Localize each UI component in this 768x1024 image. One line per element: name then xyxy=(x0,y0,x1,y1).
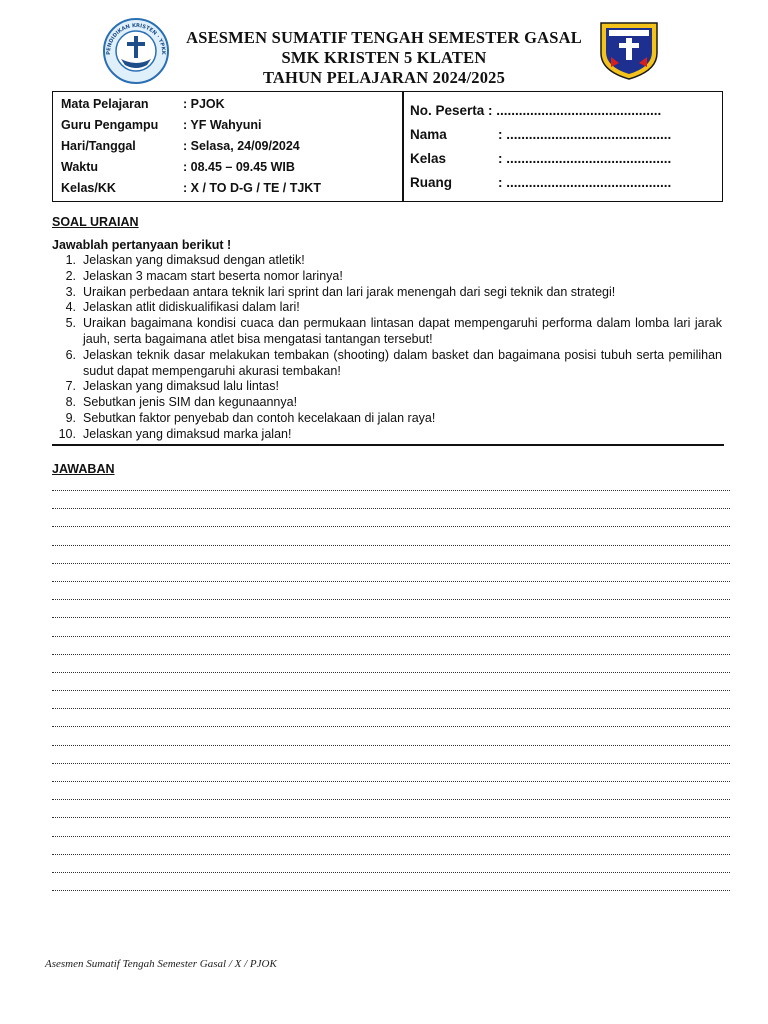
document-header xyxy=(0,28,768,88)
answer-line[interactable] xyxy=(52,836,730,854)
question-item xyxy=(52,348,722,380)
question-text: Jelaskan 3 macam start beserta nomor larinya! xyxy=(83,268,343,283)
question-number: 10. xyxy=(58,426,76,441)
question-item xyxy=(52,395,722,411)
answer-line[interactable] xyxy=(52,599,730,617)
participant-number: No. Peserta : ............................................ xyxy=(410,103,662,118)
answer-line[interactable] xyxy=(52,654,730,672)
question-text: Uraikan bagaimana kondisi cuaca dan permukaan lintasan dapat mempengaruhi performa dalam lomba lari jarak jauh, serta bagaimana atlet bisa mengatasi tantangan tersebut! xyxy=(83,316,722,346)
answer-line[interactable] xyxy=(52,490,730,508)
section-divider xyxy=(52,444,724,446)
question-number: 6. xyxy=(65,347,76,362)
essay-section-title: SOAL URAIAN xyxy=(52,215,139,229)
question-item xyxy=(52,285,722,301)
answer-line[interactable] xyxy=(52,563,730,581)
question-item xyxy=(52,253,722,269)
class-label: Kelas xyxy=(410,151,447,166)
info-value: : X / TO D-G / TE / TJKT xyxy=(183,181,321,195)
exam-info-box xyxy=(52,91,723,202)
answer-line[interactable] xyxy=(52,545,730,563)
info-label: Kelas/KK xyxy=(61,181,116,195)
room-blank: : ............................................ xyxy=(498,175,672,190)
question-text: Jelaskan yang dimaksud marka jalan! xyxy=(83,426,292,441)
question-text: Jelaskan yang dimaksud dengan atletik! xyxy=(83,253,305,267)
question-text: Jelaskan yang dimaksud lalu lintas! xyxy=(83,379,279,394)
question-number: 7. xyxy=(65,379,76,394)
info-value: : Selasa, 24/09/2024 xyxy=(183,139,300,153)
page-footer: Asesmen Sumatif Tengah Semester Gasal / X / PJOK xyxy=(45,958,277,970)
answer-line[interactable] xyxy=(52,526,730,544)
info-value: : YF Wahyuni xyxy=(183,118,262,132)
answer-line[interactable] xyxy=(52,817,730,835)
info-value: : PJOK xyxy=(183,97,225,111)
answer-line[interactable] xyxy=(52,745,730,763)
info-divider xyxy=(402,92,404,201)
answer-line[interactable] xyxy=(52,617,730,635)
question-item xyxy=(52,379,722,395)
info-value: : 08.45 – 09.45 WIB xyxy=(183,160,295,174)
seal-text: PENDIDIKAN KRISTEN · YPKK xyxy=(105,22,167,55)
answer-line[interactable] xyxy=(52,726,730,744)
info-label: Waktu xyxy=(61,160,99,174)
answer-line[interactable] xyxy=(52,508,730,526)
question-number: 9. xyxy=(65,410,76,425)
answer-line[interactable] xyxy=(52,672,730,690)
answer-line[interactable] xyxy=(52,690,730,708)
exam-title: ASESMEN SUMATIF TENGAH SEMESTER GASAL xyxy=(186,28,582,47)
info-label: Mata Pelajaran xyxy=(61,97,149,111)
answer-line[interactable] xyxy=(52,581,730,599)
question-item xyxy=(52,300,722,316)
answer-line[interactable] xyxy=(52,854,730,872)
answer-lines[interactable] xyxy=(52,490,730,908)
question-number: 2. xyxy=(65,268,76,283)
school-name: SMK KRISTEN 5 KLATEN xyxy=(281,48,487,67)
question-number: 1. xyxy=(65,253,76,267)
question-item xyxy=(52,316,722,348)
answer-line[interactable] xyxy=(52,872,730,890)
name-blank: : ............................................ xyxy=(498,127,672,142)
question-number: 4. xyxy=(65,300,76,315)
answer-line[interactable] xyxy=(52,708,730,726)
question-text: Jelaskan teknik dasar melakukan tembakan (shooting) dalam basket dan bagaimana posisi tubuh serta pemilihan sudut dapat mempengaruhi akurasi tembakan! xyxy=(83,347,722,378)
question-number: 3. xyxy=(65,284,76,299)
answer-line[interactable] xyxy=(52,781,730,799)
question-text: Uraikan perbedaan antara teknik lari sprint dan lari jarak menengah dari segi teknik dan strategi! xyxy=(83,284,616,299)
info-label: Guru Pengampu xyxy=(61,118,159,132)
question-item xyxy=(52,411,722,427)
question-text: Jelaskan atlit didiskualifikasi dalam lari! xyxy=(83,300,300,315)
answer-section-title: JAWABAN xyxy=(52,462,115,476)
question-number: 8. xyxy=(65,395,76,410)
question-item xyxy=(52,427,722,443)
answer-line[interactable] xyxy=(52,763,730,781)
question-item xyxy=(52,269,722,285)
academic-year: TAHUN PELAJARAN 2024/2025 xyxy=(262,68,506,87)
room-label: Ruang xyxy=(410,175,452,190)
name-label: Nama xyxy=(410,127,447,142)
answer-line[interactable] xyxy=(52,890,730,908)
instruction-text: Jawablah pertanyaan berikut ! xyxy=(52,238,232,252)
class-blank: : ............................................ xyxy=(498,151,672,166)
question-text: Sebutkan jenis SIM dan kegunaannya! xyxy=(83,395,298,410)
answer-line[interactable] xyxy=(52,799,730,817)
question-text: Sebutkan faktor penyebab dan contoh kecelakaan di jalan raya! xyxy=(83,410,436,425)
info-label: Hari/Tanggal xyxy=(61,139,136,153)
question-list xyxy=(52,253,722,443)
question-number: 5. xyxy=(65,316,76,331)
answer-line[interactable] xyxy=(52,636,730,654)
